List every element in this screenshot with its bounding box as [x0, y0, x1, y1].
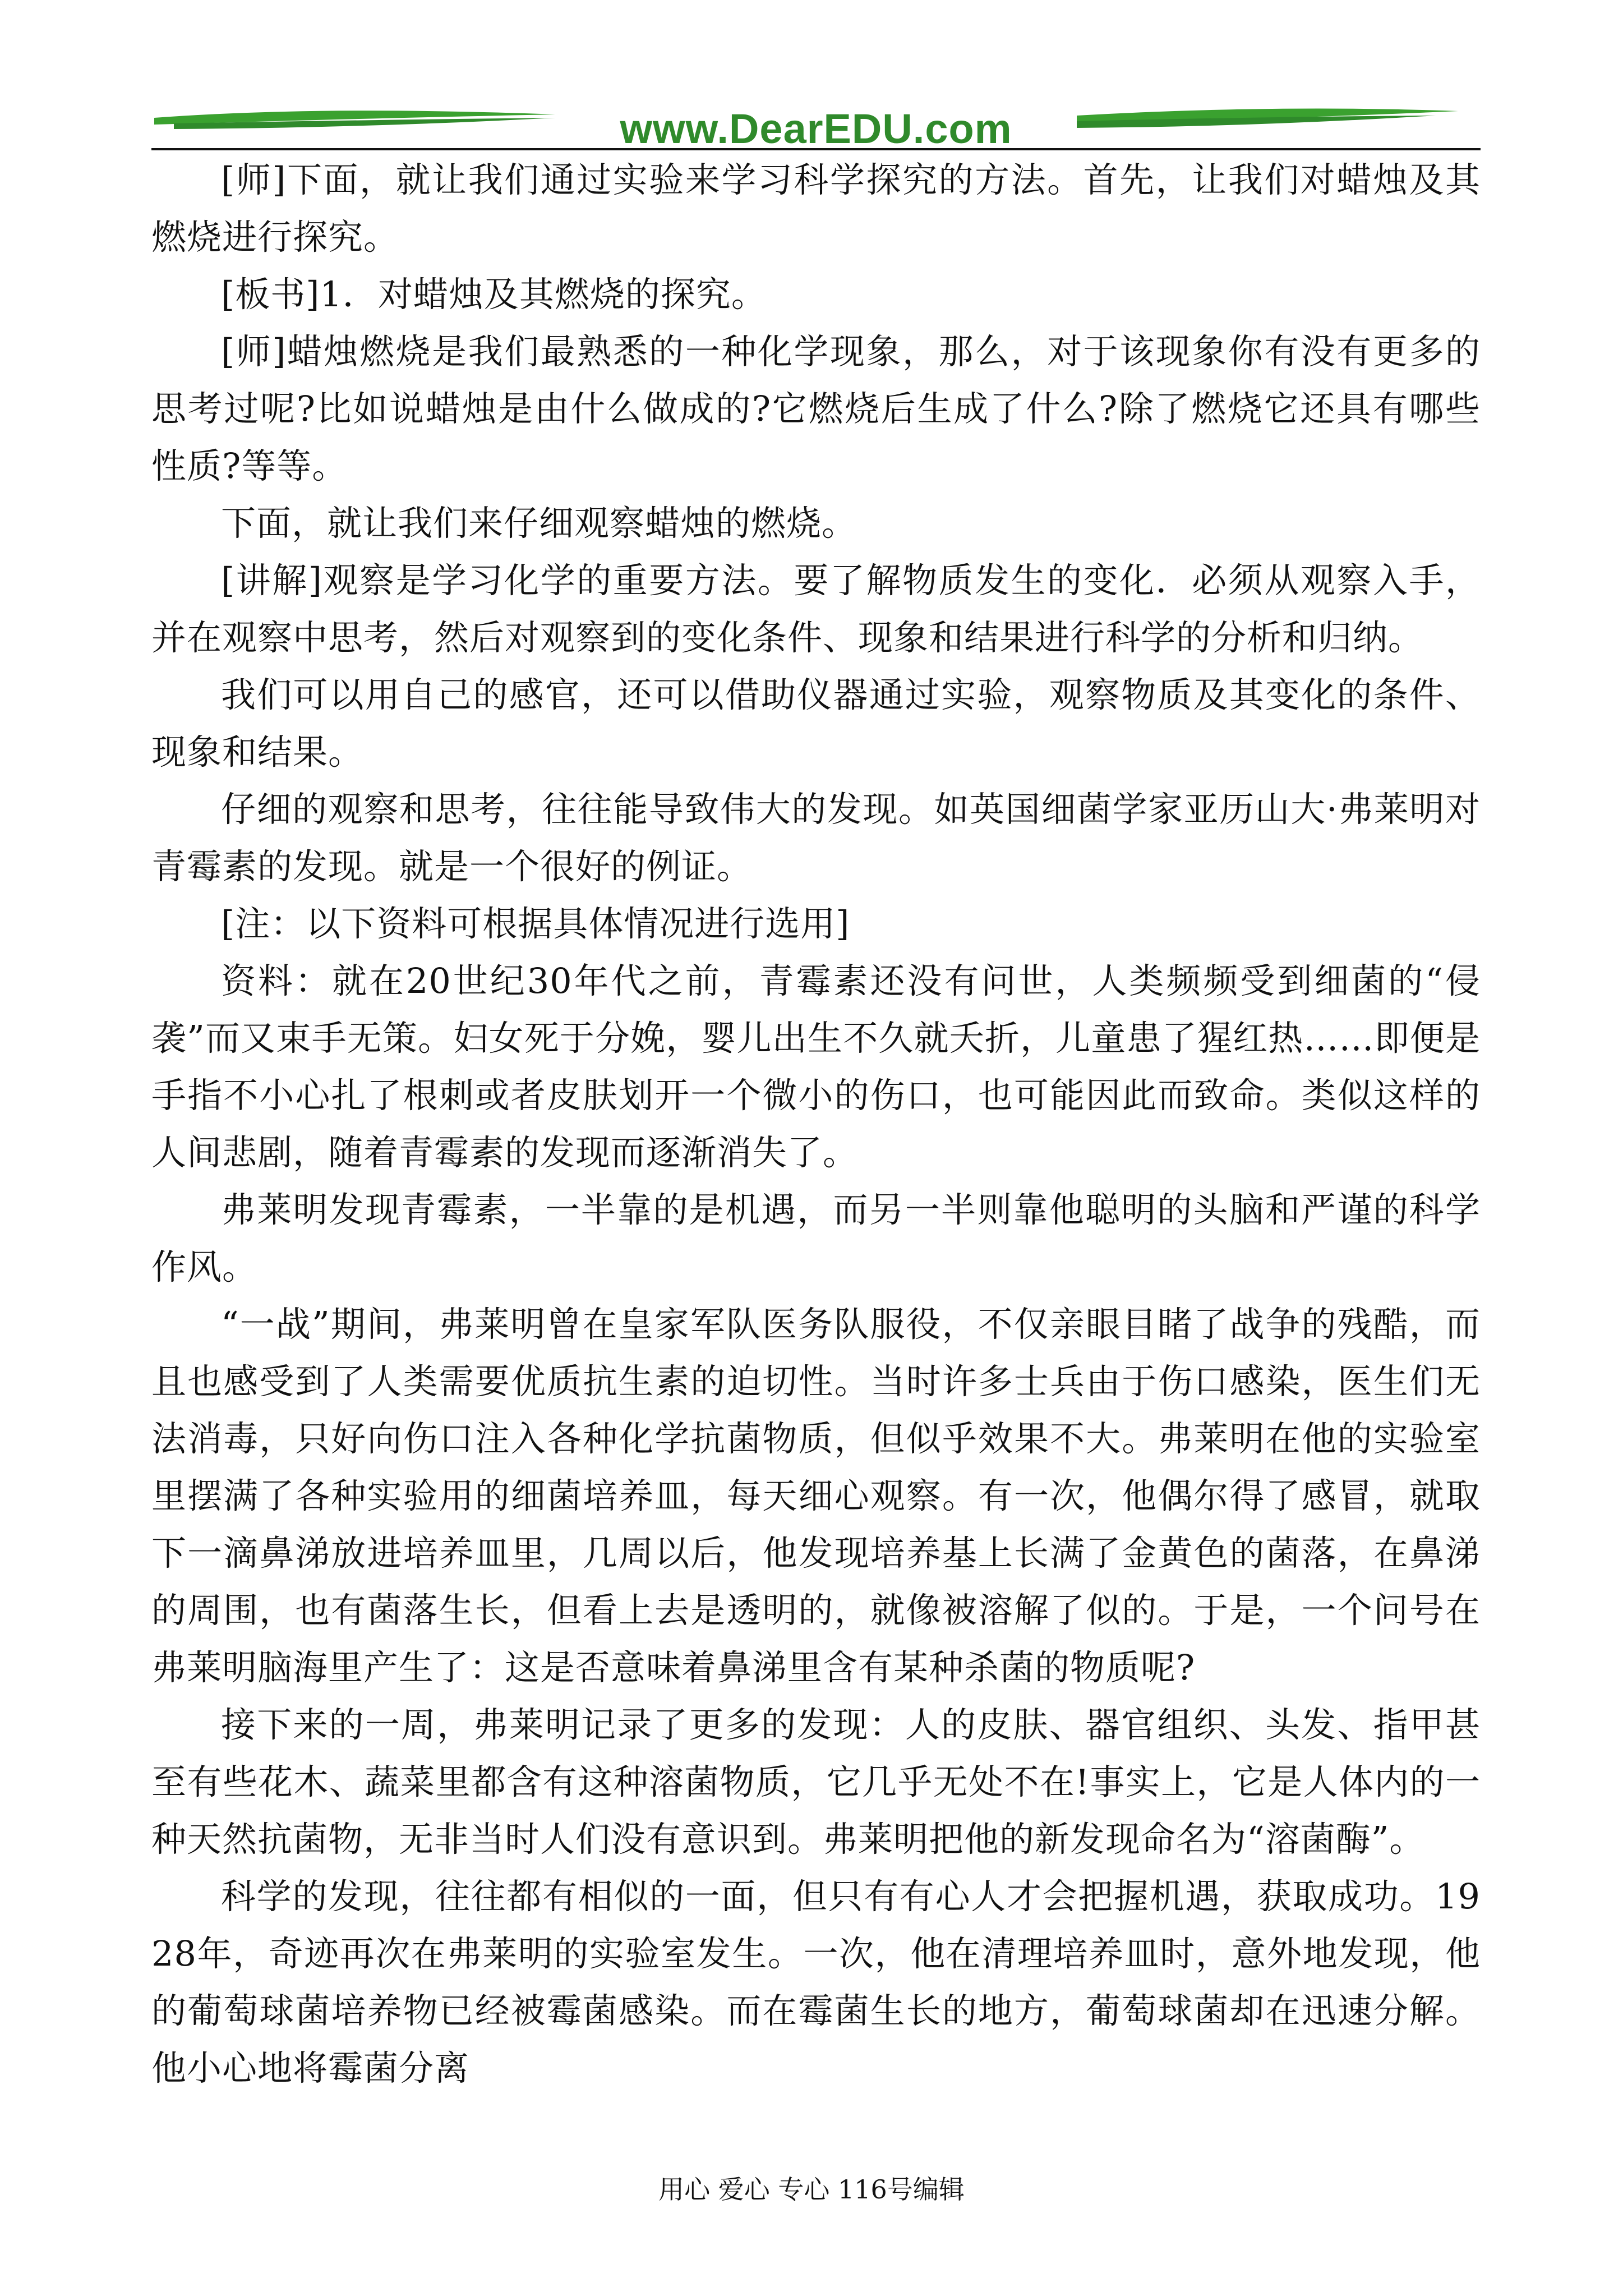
header-divider	[151, 148, 1481, 150]
paragraph: “一战”期间，弗莱明曾在皇家军队医务队服役，不仅亲眼目睹了战争的残酷，而且也感受到了人类需要优质抗生素的迫切性。当时许多士兵由于伤口感染，医生们无法消毒，只好向伤口注入各种化学抗菌物质，但似乎效果不大。弗莱明在他的实验室里摆满了各种实验用的细菌培养皿，每天细心观察。有一次，他偶尔得了感冒，就取下一滴鼻涕放进培养皿里，几周以后，他发现培养基上长满了金黄色的菌落，在鼻涕的周围，也有菌落生长，但看上去是透明的，就像被溶解了似的。于是，一个问号在弗莱明脑海里产生了：这是否意味着鼻涕里含有某种杀菌的物质呢?	[151, 1304, 1481, 1688]
paragraph: 弗莱明发现青霉素，一半靠的是机遇，而另一半则靠他聪明的头脑和严谨的科学作风。	[151, 1189, 1481, 1287]
paragraph: [注：以下资料可根据具体情况进行选用]	[221, 903, 850, 944]
paragraph: [师]蜡烛燃烧是我们最熟悉的一种化学现象，那么，对于该现象你有没有更多的思考过呢?比如说蜡烛是由什么做成的?它燃烧后生成了什么?除了燃烧它还具有哪些性质?等等。	[151, 331, 1481, 486]
paragraph: [讲解]观察是学习化学的重要方法。要了解物质发生的变化．必须从观察入手，并在观察中思考，然后对观察到的变化条件、现象和结果进行科学的分析和归纳。	[151, 560, 1481, 658]
page-footer: 用心 爱心 专心 116号编辑	[658, 2174, 965, 2205]
paragraph: 科学的发现，往往都有相似的一面，但只有有心人才会把握机遇，获取成功。1928年，奇迹再次在弗莱明的实验室发生。一次，他在清理培养皿时，意外地发现，他的葡萄球菌培养物已经被霉菌感染。而在霉菌生长的地方，葡萄球菌却在迅速分解。他小心地将霉菌分离	[151, 1876, 1481, 2088]
paragraph: 资料：就在20世纪30年代之前，青霉素还没有问世，人类频频受到细菌的“侵袭”而又束手无策。妇女死于分娩，婴儿出生不久就夭折，儿童患了猩红热……即便是手指不小心扎了根刺或者皮肤划开一个微小的伤口，也可能因此而致命。类似这样的人间悲剧，随着青霉素的发现而逐渐消失了。	[151, 960, 1481, 1173]
paragraph: [板书]1．对蜡烛及其燃烧的探究。	[221, 274, 767, 315]
paragraph: 仔细的观察和思考，往往能导致伟大的发现。如英国细菌学家亚历山大·弗莱明对青霉素的发现。就是一个很好的例证。	[151, 789, 1481, 887]
site-brand-logo-text: www.DearEDU.com	[620, 105, 1012, 152]
paragraph: 我们可以用自己的感官，还可以借助仪器通过实验，观察物质及其变化的条件、现象和结果。	[151, 674, 1481, 772]
document-body	[151, 151, 1481, 2097]
paragraph: [师]下面，就让我们通过实验来学习科学探究的方法。首先，让我们对蜡烛及其燃烧进行探究。	[151, 159, 1481, 257]
paragraph: 下面，就让我们来仔细观察蜡烛的燃烧。	[221, 503, 857, 544]
paragraph: 接下来的一周，弗莱明记录了更多的发现：人的皮肤、器官组织、头发、指甲甚至有些花木、蔬菜里都含有这种溶菌物质，它几乎无处不在!事实上，它是人体内的一种天然抗菌物，无非当时人们没有意识到。弗莱明把他的新发现命名为“溶菌酶”。	[151, 1704, 1481, 1860]
